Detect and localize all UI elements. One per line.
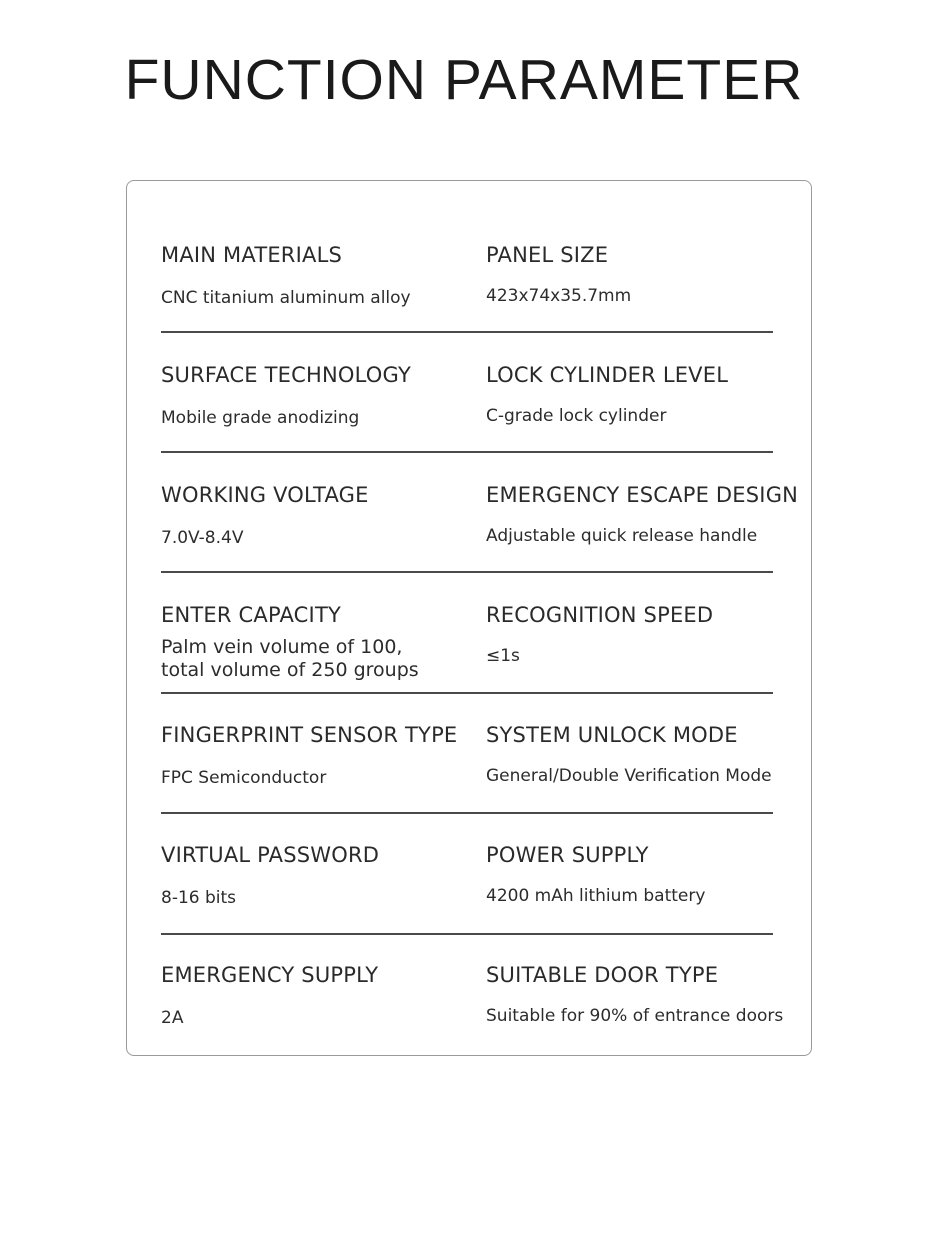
spec-value: C-grade lock cylinder: [486, 406, 667, 426]
spec-label: EMERGENCY SUPPLY: [161, 963, 379, 987]
spec-value: 423x74x35.7mm: [486, 286, 632, 306]
spec-value: CNC titanium aluminum alloy: [161, 288, 411, 308]
spec-table: [126, 180, 812, 1056]
spec-value: Adjustable quick release handle: [486, 526, 758, 546]
spec-label: POWER SUPPLY: [486, 843, 649, 867]
spec-value: Mobile grade anodizing: [161, 408, 360, 428]
spec-value: 2A: [161, 1008, 184, 1028]
spec-label: VIRTUAL PASSWORD: [161, 843, 380, 867]
spec-row: [127, 181, 811, 308]
page-title: FUNCTION PARAMETER: [124, 48, 804, 112]
spec-value: General/Double Verification Mode: [486, 766, 772, 786]
spec-value: 8-16 bits: [161, 888, 237, 908]
spec-row: [127, 421, 811, 548]
spec-value: ≤1s: [486, 646, 520, 666]
spec-label: SYSTEM UNLOCK MODE: [486, 723, 738, 747]
spec-value: Palm vein volume of 100, total volume of 250 groups: [161, 636, 419, 681]
spec-value: Suitable for 90% of entrance doors: [486, 1006, 784, 1026]
spec-label: EMERGENCY ESCAPE DESIGN: [486, 483, 799, 507]
spec-value: 7.0V-8.4V: [161, 528, 244, 548]
spec-label: PANEL SIZE: [486, 243, 609, 267]
spec-row: [127, 541, 811, 681]
spec-row: [127, 661, 811, 788]
spec-label: RECOGNITION SPEED: [486, 603, 714, 627]
spec-label: LOCK CYLINDER LEVEL: [486, 363, 729, 387]
spec-row: [127, 301, 811, 428]
spec-label: FINGERPRINT SENSOR TYPE: [161, 723, 458, 747]
spec-label: WORKING VOLTAGE: [161, 483, 369, 507]
spec-label: MAIN MATERIALS: [161, 243, 342, 267]
spec-label: SUITABLE DOOR TYPE: [486, 963, 719, 987]
spec-row: [127, 901, 811, 1028]
spec-label: SURFACE TECHNOLOGY: [161, 363, 411, 387]
spec-value: 4200 mAh lithium battery: [486, 886, 706, 906]
spec-label: ENTER CAPACITY: [161, 603, 341, 627]
spec-value: FPC Semiconductor: [161, 768, 327, 788]
spec-row: [127, 781, 811, 908]
